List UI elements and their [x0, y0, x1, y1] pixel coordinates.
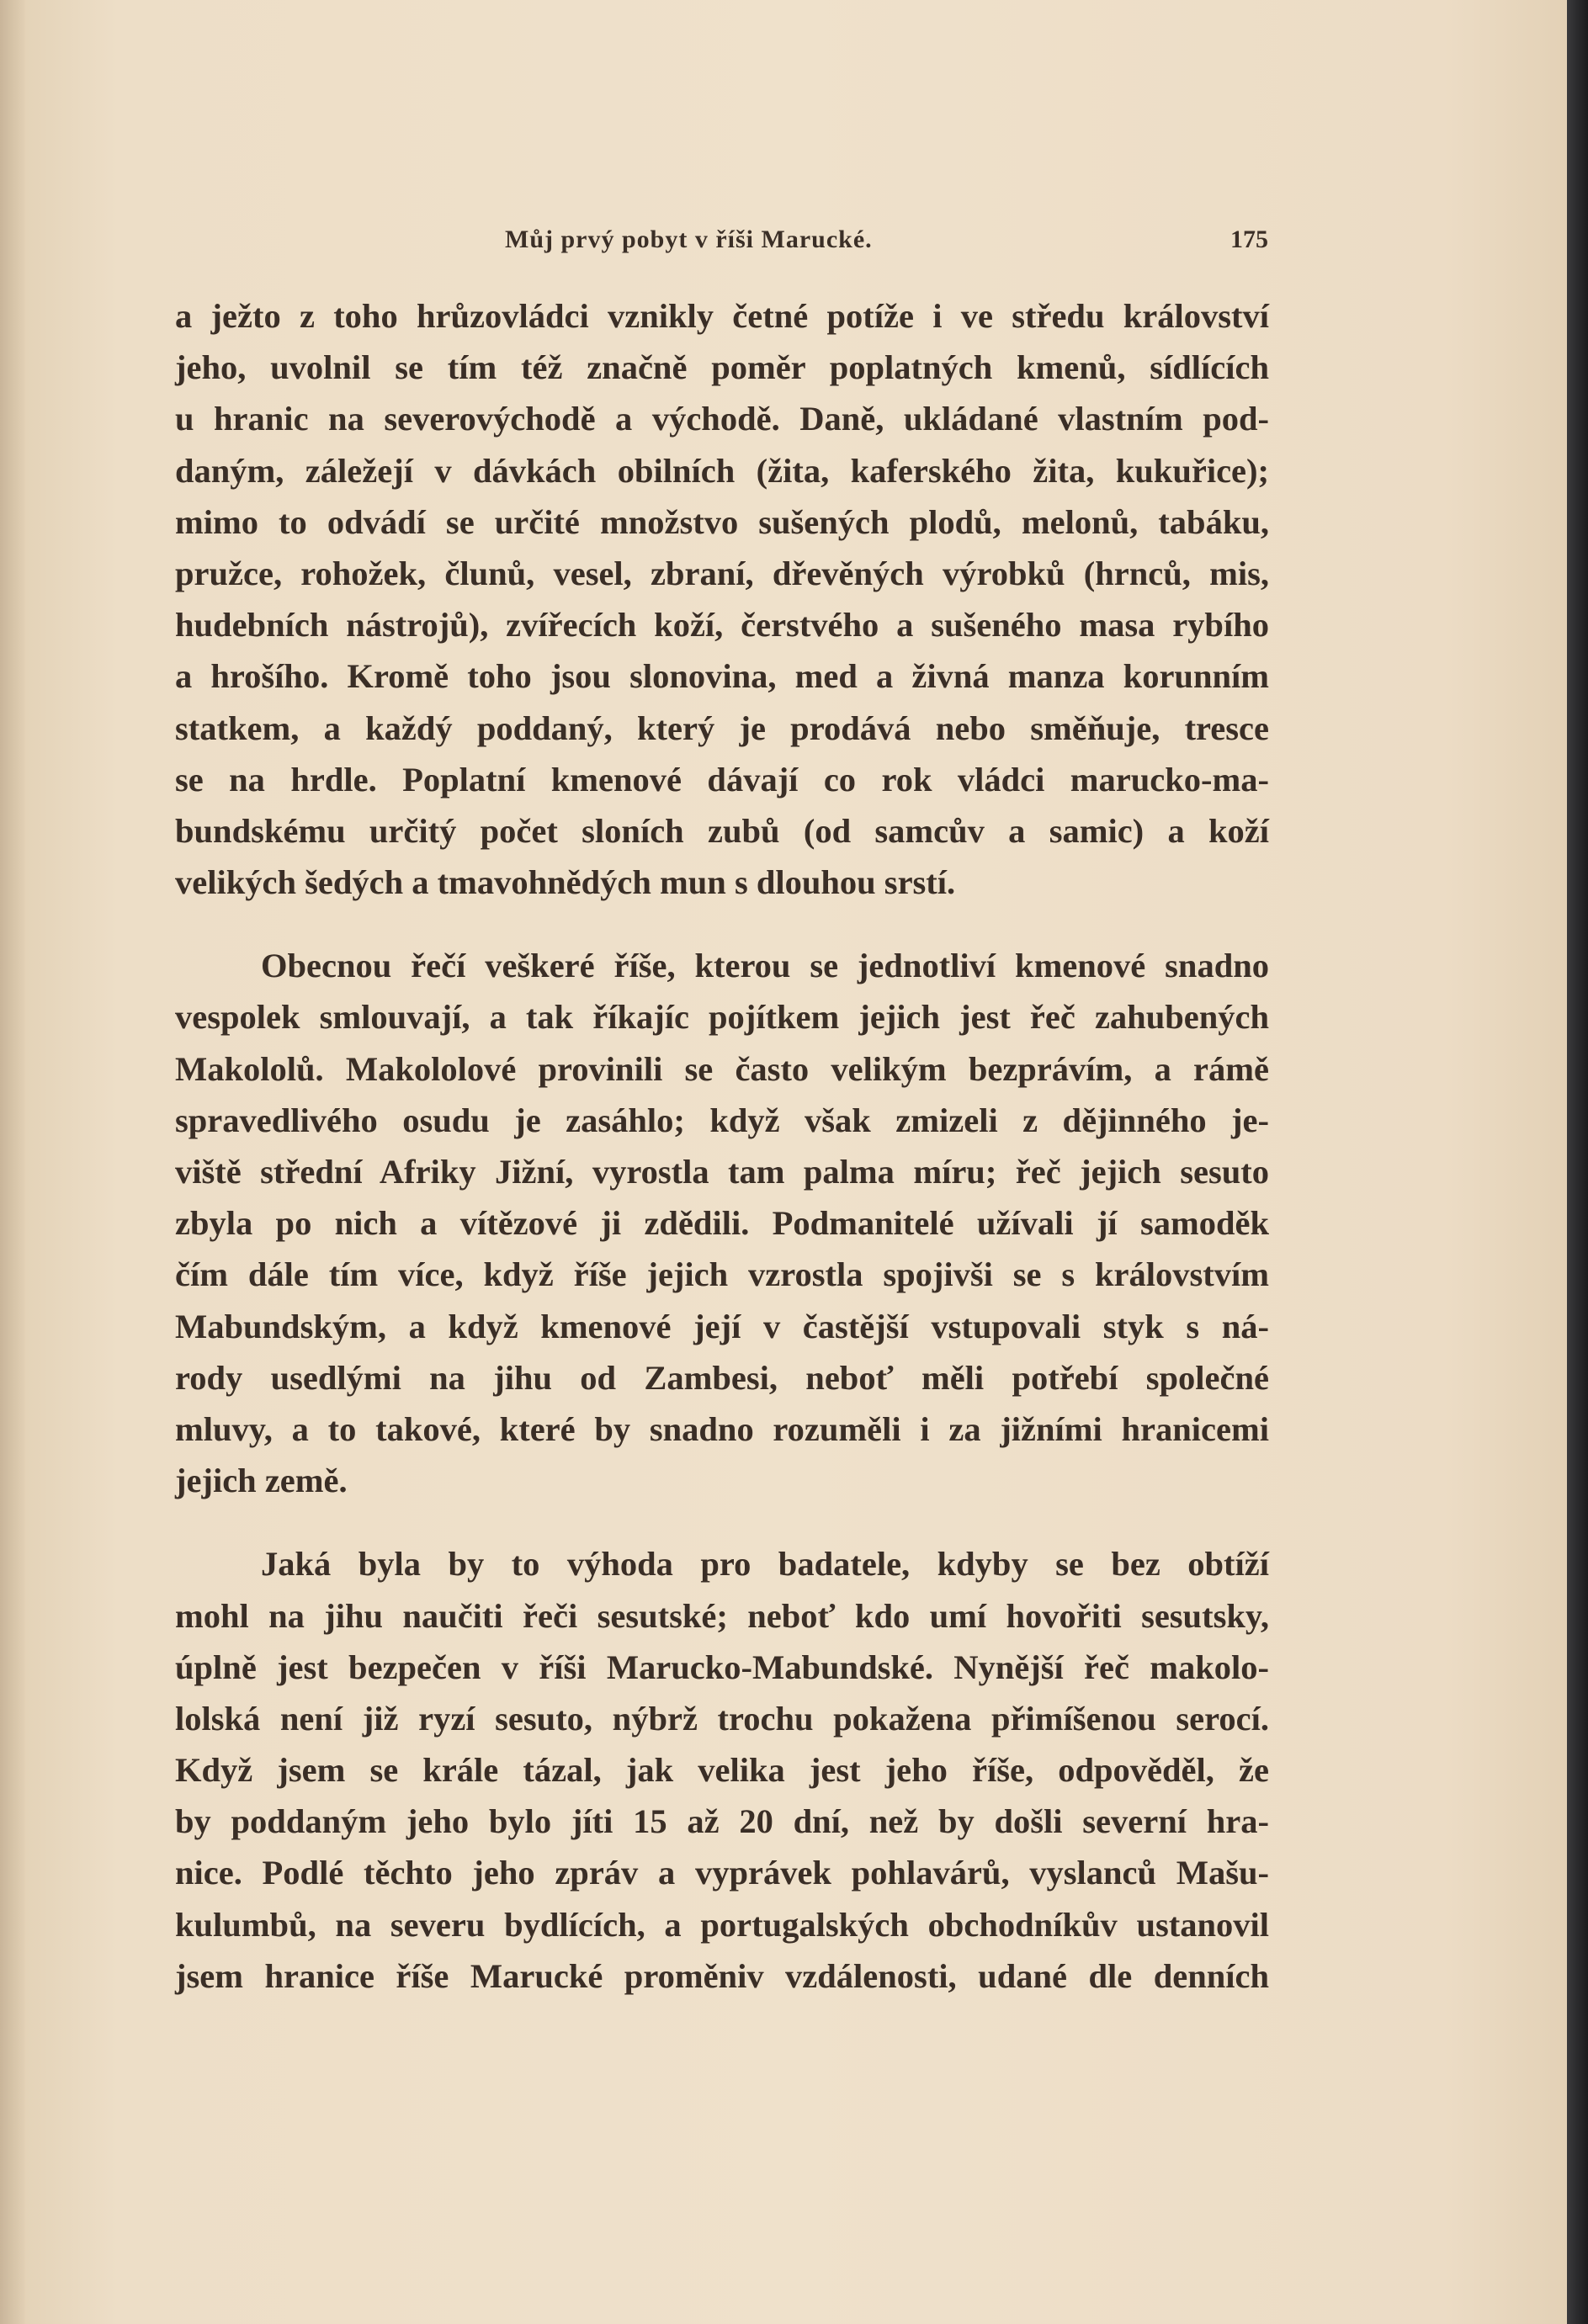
- text-line: pružce, rohožek, člunů, vesel, zbraní, dřevěných výrobků (hrnců, mis,: [175, 554, 1269, 592]
- paragraph-2: [175, 940, 1269, 1506]
- text-line: Mabundským, a když kmenové její v častější vstupovali styk s ná-: [175, 1307, 1269, 1345]
- text-line: mluvy, a to takové, které by snadno rozuměli i za jižními hranicemi: [175, 1409, 1269, 1448]
- text-line: Makololů. Makololové provinili se často velikým bezprávím, a rámě: [175, 1049, 1269, 1088]
- text-line: by poddaným jeho bylo jíti 15 až 20 dní, než by došli severní hra-: [175, 1802, 1269, 1841]
- body-text: [175, 290, 1269, 2002]
- text-line: zbyla po nich a vítězové ji zdědili. Podmanitelé užívali jí samoděk: [175, 1204, 1269, 1243]
- text-line: kulumbů, na severu bydlících, a portugalských obchodníkův ustanovil: [175, 1905, 1269, 1944]
- text-line: spravedlivého osudu je zasáhlo; když však zmizeli z dějinného je-: [175, 1101, 1269, 1139]
- text-line: čím dále tím více, když říše jejich vzrostla spojivši se s královstvím: [175, 1255, 1269, 1294]
- text-line: daným, záležejí v dávkách obilních (žita, kaferského žita, kukuřice);: [175, 451, 1269, 490]
- text-line: mohl na jihu naučiti řeči sesutské; neboť kdo umí hovořiti sesutsky,: [175, 1596, 1269, 1635]
- text-line: jsem hranice říše Marucké proměniv vzdálenosti, udané dle denních: [175, 1956, 1269, 1995]
- text-line: rody usedlými na jihu od Zambesi, neboť měli potřebí společné: [175, 1358, 1269, 1397]
- text-line: hudebních nástrojů), zvířecích koží, čerstvého a sušeného masa rybího: [175, 606, 1269, 645]
- paragraph-3: [175, 1538, 1269, 2002]
- paragraph-1: [175, 290, 1269, 908]
- text-line: viště střední Afriky Jižní, vyrostla tam palma míru; řeč jejich sesuto: [175, 1153, 1269, 1191]
- text-line: vespolek smlouvají, a tak říkajíc pojítkem jejich jest řeč zahubených: [175, 998, 1269, 1037]
- text-line: Jaká byla by to výhoda pro badatele, kdyby se bez obtíží: [261, 1545, 1269, 1584]
- running-title: Můj prvý pobyt v říši Marucké.: [505, 226, 873, 253]
- text-line: nice. Podlé těchto jeho zpráv a vyprávek pohlavárů, vyslanců Mašu-: [175, 1854, 1269, 1892]
- text-line: a hrošího. Kromě toho jsou slonovina, med a živná manza korunním: [175, 657, 1269, 696]
- running-header: [178, 220, 1268, 259]
- text-line: statkem, a každý poddaný, který je prodává nebo směňuje, tresce: [175, 708, 1269, 747]
- text-line: jeho, uvolnil se tím též značně poměr poplatných kmenů, sídlících: [175, 348, 1269, 387]
- text-line: úplně jest bezpečen v říši Marucko-Mabundské. Nynější řeč makolo-: [175, 1647, 1269, 1686]
- text-line: lolská není již ryzí sesuto, nýbrž trochu pokažena přimíšenou serocí.: [175, 1699, 1269, 1738]
- book-spine-shadow: [0, 0, 25, 2324]
- text-line: Obecnou řečí veškeré říše, kterou se jednotliví kmenové snadno: [261, 947, 1269, 985]
- page-dark-edge: [1567, 0, 1588, 2324]
- page-number: 175: [1230, 226, 1268, 253]
- text-line: bundskému určitý počet sloních zubů (od samcův a samic) a koží: [175, 811, 1269, 850]
- text-line: a ježto z toho hrůzovládci vznikly četné potíže i ve středu království: [175, 297, 1269, 335]
- text-line: jejich země.: [175, 1462, 348, 1500]
- text-line: u hranic na severovýchodě a východě. Daně, ukládané vlastním pod-: [175, 400, 1269, 438]
- text-line: se na hrdle. Poplatní kmenové dávají co rok vládci marucko-ma-: [175, 760, 1269, 799]
- text-line: mimo to odvádí se určité množstvo sušených plodů, melonů, tabáku,: [175, 502, 1269, 541]
- text-line: Když jsem se krále tázal, jak velika jest jeho říše, odpověděl, že: [175, 1751, 1269, 1790]
- text-line: velikých šedých a tmavohnědých mun s dlouhou srstí.: [175, 863, 956, 902]
